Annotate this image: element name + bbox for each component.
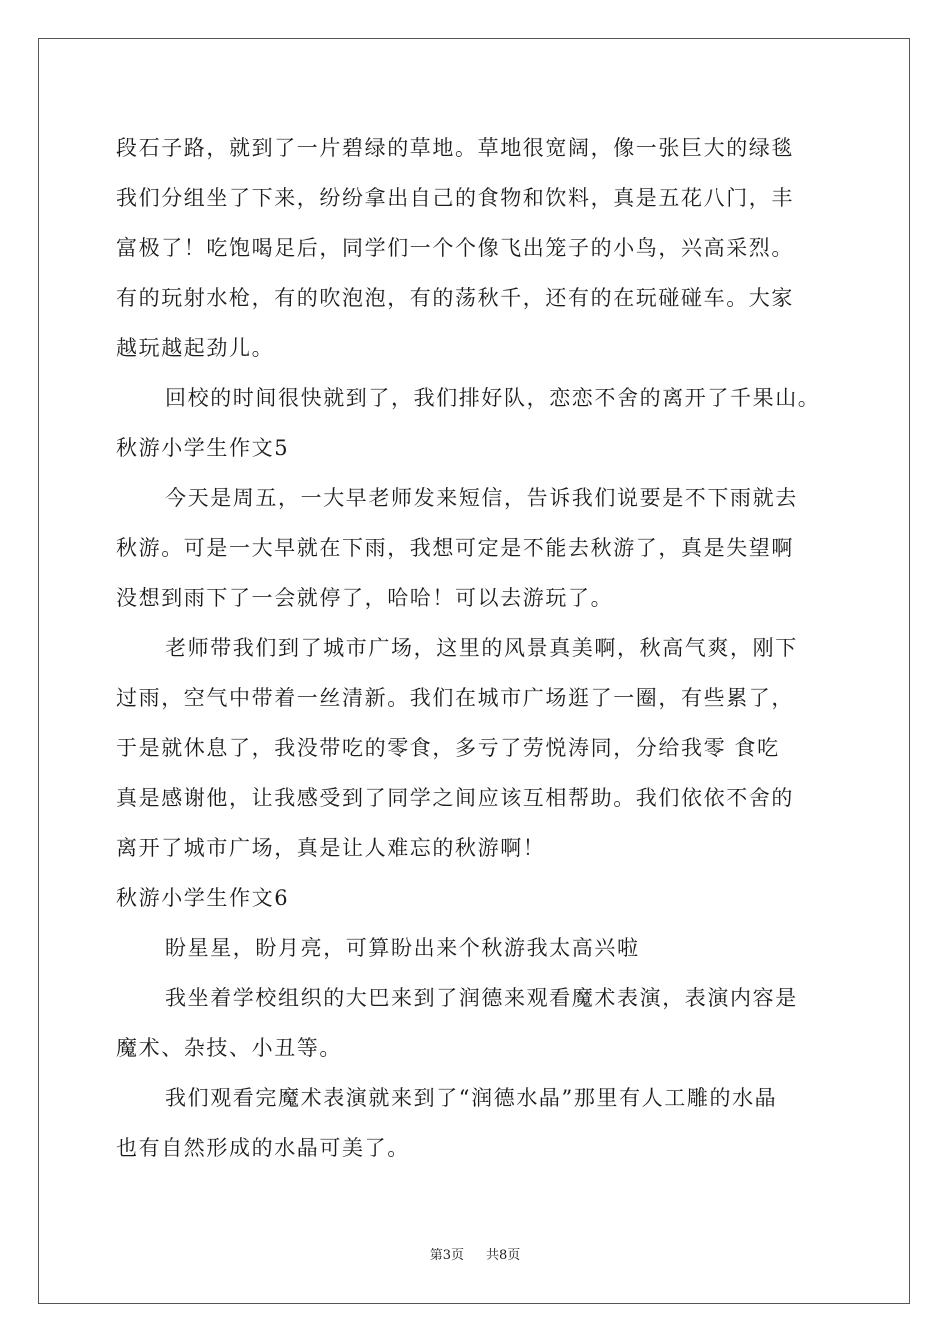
paragraph-first-line: 盼星星，盼月亮，可算盼出来个秋游我太高兴啦 xyxy=(165,936,640,960)
page-total: 共8页 xyxy=(486,1248,521,1263)
paragraph-first-line: 老师带我们到了城市广场，这里的风景真美啊，秋高气爽，刚下 xyxy=(165,636,798,660)
text-line: 于是就休息了，我没带吃的零食，多亏了劳悦涛同，分给我零 食吃 xyxy=(116,736,780,760)
text-line: 过雨，空气中带着一丝清新。我们在城市广场逛了一圈，有些累了， xyxy=(116,686,794,710)
paragraph-first-line: 我们观看完魔术表演就来到了“润德水晶”那里有人工雕的水晶 xyxy=(165,1086,778,1110)
text-line: 离开了城市广场，真是让人难忘的秋游啊！ xyxy=(116,836,546,860)
paragraph-first-line: 回校的时间很快就到了，我们排好队，恋恋不舍的离开了千果山。 xyxy=(165,386,821,410)
text-line: 段石子路，就到了一片碧绿的草地。草地很宽阔，像一张巨大的绿毯 xyxy=(116,136,794,160)
paragraph-first-line: 我坐着学校组织的大巴来到了润德来观看魔术表演，表演内容是 xyxy=(165,986,798,1010)
text-line: 没想到雨下了一会就停了，哈哈！可以去游玩了。 xyxy=(116,586,614,610)
page-number: 第3页 xyxy=(429,1248,464,1263)
section-heading: 秋游小学生作文5 xyxy=(116,436,290,460)
text-line: 富极了！吃饱喝足后，同学们一个个像飞出笼子的小鸟，兴高采烈。 xyxy=(116,236,794,260)
text-line: 有的玩射水枪，有的吹泡泡，有的荡秋千，还有的在玩碰碰车。大家 xyxy=(116,286,794,310)
page-border xyxy=(38,38,910,1304)
page-footer xyxy=(0,1247,950,1265)
paragraph-first-line: 今天是周五，一大早老师发来短信，告诉我们说要是不下雨就去 xyxy=(165,486,798,510)
text-line: 真是感谢他，让我感受到了同学之间应该互相帮助。我们依依不舍的 xyxy=(116,786,794,810)
text-line: 秋游。可是一大早就在下雨，我想可定是不能去秋游了，真是失望啊 xyxy=(116,536,794,560)
text-line: 越玩越起劲儿。 xyxy=(116,336,275,360)
text-line: 魔术、杂技、小丑等。 xyxy=(116,1036,342,1060)
text-line: 也有自然形成的水晶可美了。 xyxy=(116,1136,410,1160)
section-heading: 秋游小学生作文6 xyxy=(116,886,290,910)
text-line: 我们分组坐了下来，纷纷拿出自己的食物和饮料，真是五花八门，丰 xyxy=(116,186,794,210)
